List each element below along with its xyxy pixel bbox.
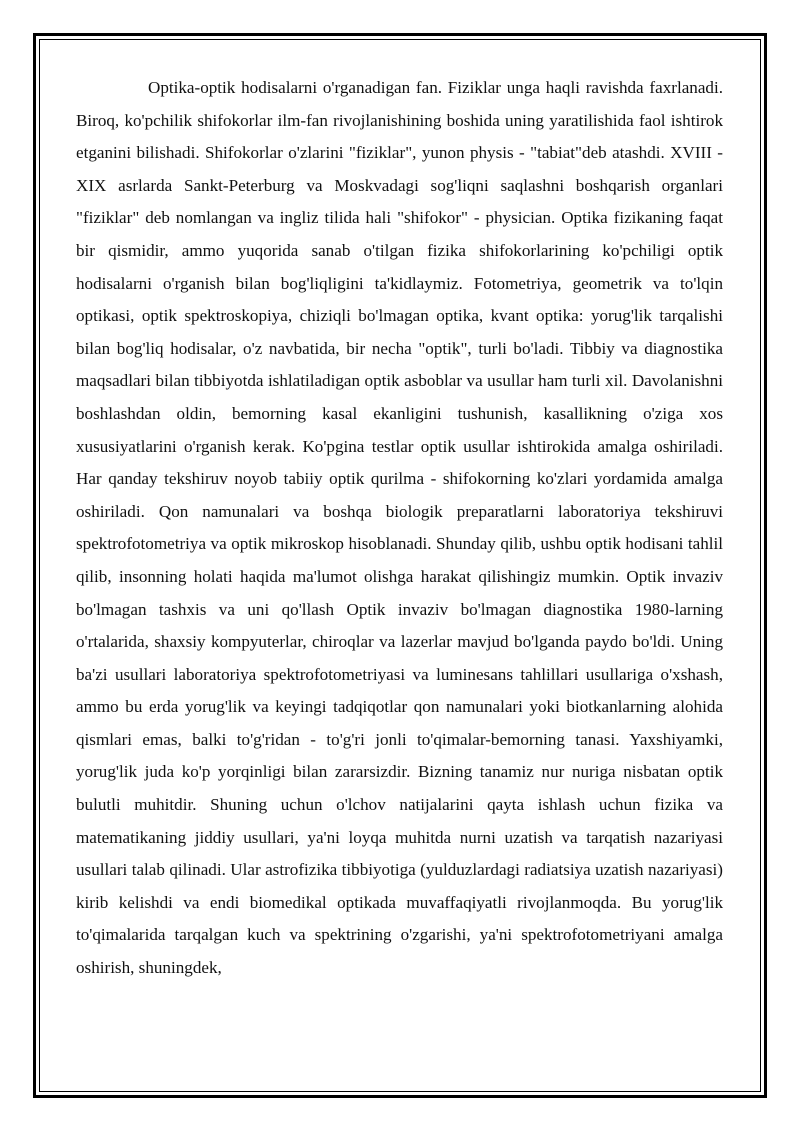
body-paragraph: Optika-optik hodisalarni o'rganadigan fan. Fiziklar unga haqli ravishda faxrlanadi. Biroq, ko'pchilik shifokorlar ilm-fan rivojlanishining boshida uning yaratilishida faol ishtirok etganini bilishadi. Shifokorlar o'zlarini "fiziklar", yunon physis - "tabiat"deb atashdi. XVIII - XIX asrlarda Sankt-Peterburg va Moskvadagi sog'liqni saqlashni boshqarish organlari "fiziklar" deb nomlangan va ingliz tilida hali "shifokor" - physician. Optika fizikaning faqat bir qismidir, ammo yuqorida sanab o'tilgan fizika shifokorlarining ko'pchiligi optik hodisalarni o'rganish bilan bog'liqligini ta'kidlaymiz. Fotometriya, geometrik va to'lqin optikasi, optik spektroskopiya, chiziqli bo'lmagan optika, kvant optika: yorug'lik tarqalishi bilan bog'liq hodisalar, o'z navbatida, bir necha "optik", turli bo'ladi. Tibbiy va diagnostika maqsadlari bilan tibbiyotda ishlatiladigan optik asboblar va usullar ham turli xil. Davolanishni boshlashdan oldin, bemorning kasal ekanligini tushunish, kasallikning o'ziga xos xususiyatlarini o'rganish kerak. Ko'pgina testlar optik usullar ishtirokida amalga oshiriladi. Har qanday tekshiruv noyob tabiiy optik qurilma - shifokorning ko'zlari yordamida amalga oshiriladi. Qon namunalari va boshqa biologik preparatlarni laboratoriya tekshiruvi spektrofotometriya va optik mikroskop hisoblanadi. Shunday qilib, ushbu optik hodisani tahlil qilib, insonning holati haqida ma'lumot olishga harakat qilishingiz mumkin. Optik invaziv bo'lmagan tashxis va uni qo'llash Optik invaziv bo'lmagan diagnostika 1980-larning o'rtalarida, shaxsiy kompyuterlar, chiroqlar va lazerlar mavjud bo'lganda paydo bo'ldi. Uning ba'zi usullari laboratoriya spektrofotometriyasi va luminesans tahlillari usullariga o'xshash, ammo bu erda yorug'lik va keyingi tadqiqotlar qon namunalari yoki biotkanlarning alohida qismlari emas, balki to'g'ridan - to'g'ri jonli to'qimalar-bemorning tanasi. Yaxshiyamki, yorug'lik juda ko'p yorqinligi bilan zararsizdir. Bizning tanamiz nur nuriga nisbatan optik bulutli muhitdir. Shuning uchun o'lchov natijalarini qayta ishlash uchun fizika va matematikaning jiddiy usullari, ya'ni loyqa muhitda nurni uzatish va tarqatish nazariyasi usullari talab qilinadi. Ular astrofizika tibbiyotiga (yulduzlardagi radiatsiya uzatish nazariyasi) kirib kelishdi va endi biomedikal optikada muvaffaqiyatli rivojlanmoqda. Bu yorug'lik to'qimalarida tarqalgan kuch va spektrining o'zgarishi, ya'ni spektrofotometriyani amalga oshirish, shuningdek, bbox=[76, 78, 723, 978]
